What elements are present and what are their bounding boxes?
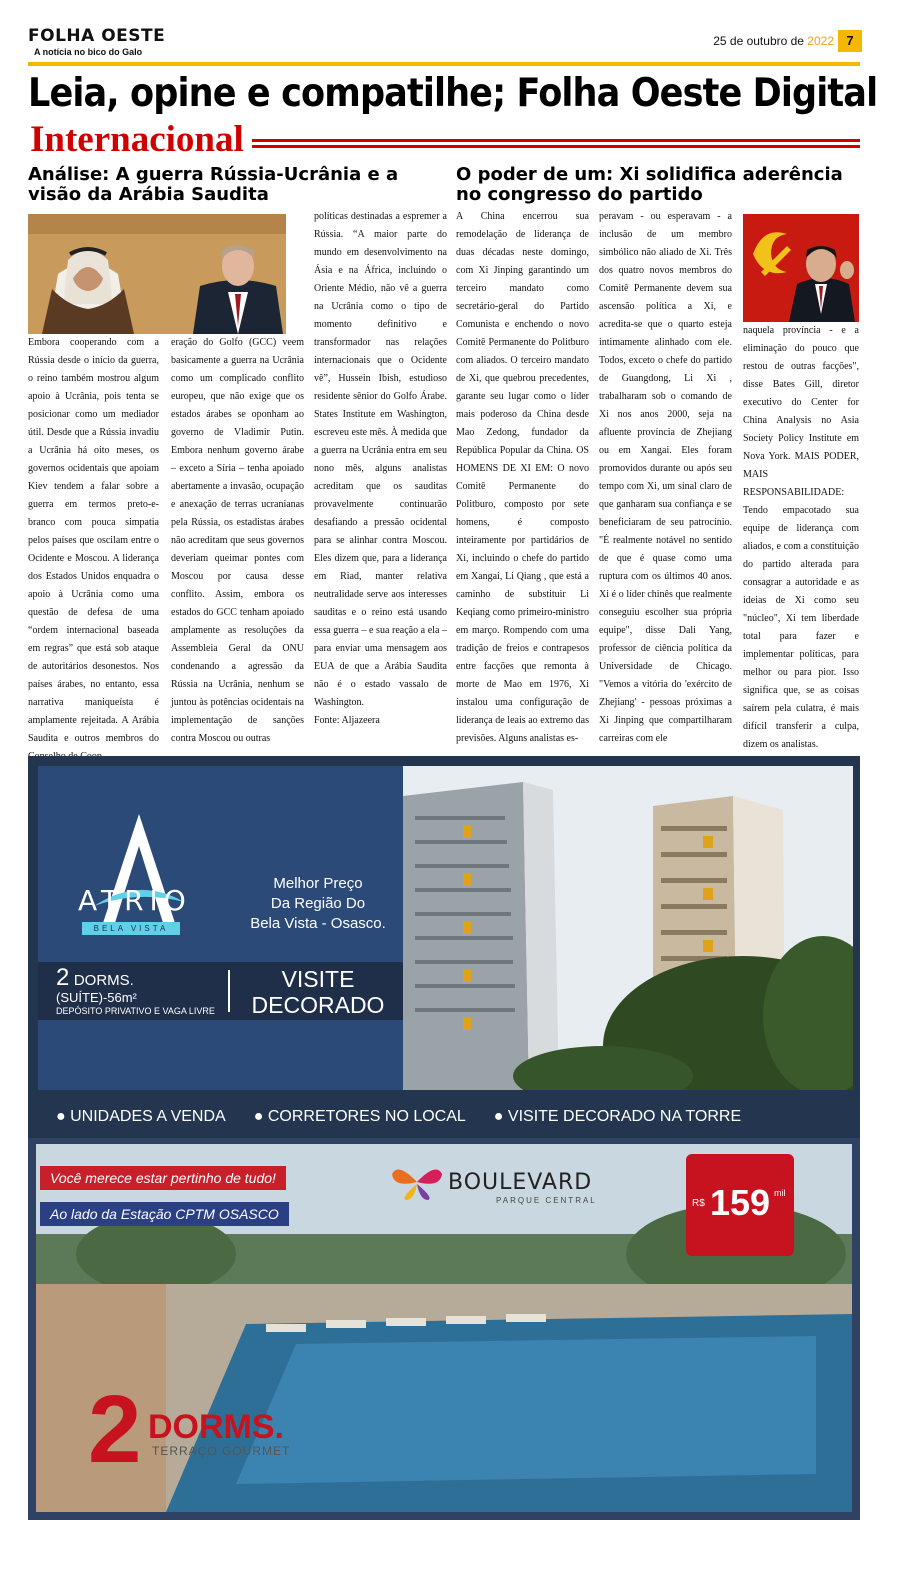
masthead <box>28 26 872 62</box>
ad-boulevard-photo <box>36 1144 852 1512</box>
atrio-cta-line-2: DECORADO <box>251 992 385 1018</box>
atrio-bullet-3-text: VISITE DECORADO NA TORRE <box>507 1108 742 1125</box>
boulevard-brand-subtitle: PARQUE CENTRAL <box>496 1196 597 1205</box>
atrio-bullet-2: ● CORRETORES NO LOCAL <box>253 1108 466 1125</box>
article-2-photo <box>743 214 859 322</box>
atrio-suite: (SUÍTE)-56m² <box>56 990 137 1005</box>
issue-date-prefix: 25 de outubro de <box>713 34 808 48</box>
section-rule <box>252 139 860 151</box>
header-rule <box>28 62 860 66</box>
boulevard-price-tag <box>686 1154 794 1256</box>
article-1-text-1: Embora cooperando com a Rússia desde o início da guerra, o reino também mostrou algum apoio à Ucrânia, pois tenta se posicionar como um mediador útil. Desde que a Rússia invadiu a Ucrânia há oito meses, os governos ocidentais que apoiam Kiev tendem a falar sobre a guerra em termos preto-e-branco com pouca simpatia pelos países que oscilam entre o Ocidente e Moscou. A liderança dos Estados Unidos enquadra o apoio à Ucrânia como uma questão de defesa de uma “ordem internacional baseada em regras” que está sob ataque de autoritários desonestos. Nos países árabes, no entanto, essa narrativa maniqueísta é amplamente rejeitada. A Arábia Saudita e outros membros do <box>28 337 159 744</box>
article-1-column-1 <box>28 334 159 766</box>
article-1-title: Análise: A guerra Rússia-Ucrânia e a visão da Arábia Saudita <box>28 164 399 205</box>
boulevard-brand: BOULEVARD <box>448 1170 593 1195</box>
issue-date <box>713 34 834 48</box>
boulevard-dorms-number: 2 <box>88 1376 142 1483</box>
article-1-column-2 <box>171 334 304 748</box>
boulevard-banner-2: Ao lado da Estação CPTM OSASCO <box>40 1202 289 1226</box>
atrio-bullet-3: ● VISITE DECORADO NA TORRE <box>493 1108 742 1125</box>
atrio-logo-subtitle: BELA VISTA <box>82 922 180 935</box>
ad-atrio-photo <box>403 766 853 1090</box>
atrio-towers-illustration <box>403 766 853 1090</box>
atrio-bullet-2-text: CORRETORES NO LOCAL <box>267 1108 466 1125</box>
issue-year: 2022 <box>807 34 834 48</box>
atrio-slogan-line-3: Bela Vista - Osasco. <box>250 915 386 932</box>
ad-atrio-info-band <box>38 962 403 1020</box>
atrio-cta-line-1: VISITE <box>281 966 355 992</box>
atrio-extras: DEPÓSITO PRIVATIVO E VAGA LIVRE <box>56 1006 215 1016</box>
brand-tagline: A notícia no bico do Galo <box>34 47 143 57</box>
atrio-bullet-1-text: UNIDADES A VENDA <box>70 1108 226 1125</box>
atrio-logo-name: ATRIO <box>78 884 192 917</box>
article-1-photo <box>28 214 286 334</box>
atrio-slogan <box>238 874 398 934</box>
article-1-column-3 <box>314 208 447 730</box>
section-title: Internacional <box>30 119 244 160</box>
photo-saudi-russia-leaders <box>28 214 286 334</box>
article-2-text-3: naquela província - e a eliminação do pouco que restou de outras facções", disse Bates Gill, diretor executivo do Center for China Analysis no Asia Society Policy Institute em Nova York. MAIS PODER, MAIS RESPONSABILIDADE: Tendo empacotado sua equipe de liderança com aliados, e com a constituição do partido alterada para consagrar a autoridade e as ideias de Xi como seu "núcleo", Xi tem liberdade total para fazer e implementar políticas, para melhor ou para pior. Isso significa que, se as coisas saírem pela culatra, é mais difícil transferir a culpa, dizem os analistas. <box>743 325 859 750</box>
boulevard-logo-icon <box>388 1162 446 1202</box>
boulevard-price: 159 <box>710 1182 771 1223</box>
boulevard-dorms-subtitle: TERRAÇO GOURMET <box>152 1444 291 1458</box>
brand-name: FOLHA OESTE <box>28 26 166 46</box>
page-headline: Leia, opine e compatilhe; Folha Oeste Digital <box>28 71 878 116</box>
article-2-column-3 <box>743 322 859 772</box>
ad-atrio[interactable] <box>28 756 860 1138</box>
article-2-column-2 <box>599 208 732 748</box>
article-2-text-2: peravam - ou esperavam - a inclusão de um membro simbólico não aliado de Xi. Três dos quatro novos membros do Comitê Permanente devem sua ascensão política a Xi, e acredita-se que o quarto esteja intimamente alinhado com ele. Todos, exceto o chefe do partido de Guangdong, Li Xi , trabalharam sob o comando de Xi nos anos 2000, seja na afluente província de Zhejiang ou em Xangai. Eles foram promovidos durante ou após seu tempo com Xi, um sinal claro de que ganharam sua confiança e se beneficiaram de seu patrocínio. "É realmente notável no sentido de que é quase como uma ruptura com os últimos 40 anos. Xi é o líder chinês que realmente conseguiu escolher sua própria equipe", disse Dali Yang, professor de ciência política da Universidade de Chicago. "Vemos a vitória do 'exército de Zhejiang' - pessoas próximas a Xi Jinping que compartilharam carreiras com ele <box>599 211 732 744</box>
boulevard-banner-1: Você merece estar pertinho de tudo! <box>40 1166 286 1190</box>
article-1-text-2: eração do Golfo (GCC) veem basicamente a guerra na Ucrânia como um complicado conflito europeu, que não exige que os estados árabes se oponham ao governo de Vladimir Putin. Embora nenhum governo árabe – exceto a Síria – tenha apoiado abertamente a invasão, ocupação e anexação de terras ucranianas pela Rússia, os estadistas árabes não acreditam que seus governos deveriam queimar pontes com Moscou por causa desse conflito. Assim, embora os estados do GCC tenham apoiado amplamente as resoluções da Assembleia Geral da ONU condenando a agressão da Rússia na Ucrânia, nenhum se juntou às potências ocidentais na implementação de sanções contra Moscou ou outras <box>171 337 304 744</box>
ad-atrio-bullets <box>28 1096 860 1138</box>
page-number: 7 <box>838 30 862 52</box>
atrio-cta[interactable] <box>238 966 398 1018</box>
atrio-dorms <box>56 964 134 992</box>
atrio-dorms-number: 2 <box>56 964 70 991</box>
atrio-divider <box>228 970 230 1012</box>
article-2-text-1: A China encerrou sua remodelação de liderança de duas décadas neste domingo, com Xi Jinping garantindo um terceiro mandato como secretário-geral do Partido Comunista e enchendo o novo Comitê Permanente do Politburo com aliados. O terceiro mandato de Xi, que quebrou precedentes, garante seu lugar como o líder mais poderoso da China desde Mao Zedong, fundador da República Popular da China. OS HOMENS DE XI EM: O novo Comitê Permanente do Politburo, composto por sete homens, é composto inteiramente por partidários de Xi, incluindo o chefe do partido em Xangai, Li Qiang , que está a caminho de substituir Li Keqiang como primeiro-ministro em março. Rompendo com uma tradição de freios e contrapesos entre facções que remonta à morte de Mao em 1976, Xi instalou uma configuração de liderança de leais ao extremo das previsões. Alguns analistas es- <box>456 211 589 744</box>
atrio-dorms-word: DORMS. <box>73 972 134 989</box>
article-1-source: Fonte: Aljazeera <box>314 715 380 726</box>
boulevard-price-suffix: mil <box>774 1188 786 1198</box>
atrio-slogan-line-2: Da Região Do <box>270 895 366 912</box>
article-2-title: O poder de um: Xi solidifica aderência no congresso do partido <box>456 164 843 205</box>
article-1-text-3: políticas destinadas a espremer a Rússia. “A maior parte do mundo em desenvolvimento na Ásia e na África, incluindo o Oriente Médio, não vê a guerra na Ucrânia como o tipo de momento definitivo e transformador nas relações internacionais que o Ocidente vê”, Hussein Ibish, estudioso residente sênior do Golfo Árabe. States Institute em Washington, escreveu este mês. À medida que a guerra na Ucrânia entra em seu nono mês, alguns analistas acreditam que os sauditas provavelmente continuarão desafiando a pressão ocidental para se alinhar contra Moscou. Eles dizem que, para a liderança em Riad, manter relativa neutralidade serve aos interesses sauditas e o reino está usando essa guerra – e sua reação a ela – para enviar uma mensagem aos EUA de que a Arábia Saudita não é o estado vassalo de Washington. <box>314 211 447 708</box>
boulevard-dorms-word: DORMS. <box>148 1408 284 1446</box>
photo-xi-jinping <box>743 214 859 322</box>
ad-boulevard[interactable] <box>28 1138 860 1520</box>
atrio-bullet-1: ● UNIDADES A VENDA <box>56 1108 226 1125</box>
atrio-slogan-line-1: Melhor Preço <box>273 875 363 892</box>
ad-atrio-panel <box>38 766 403 1090</box>
boulevard-price-prefix: R$ <box>692 1198 705 1209</box>
article-2-column-1 <box>456 208 589 748</box>
